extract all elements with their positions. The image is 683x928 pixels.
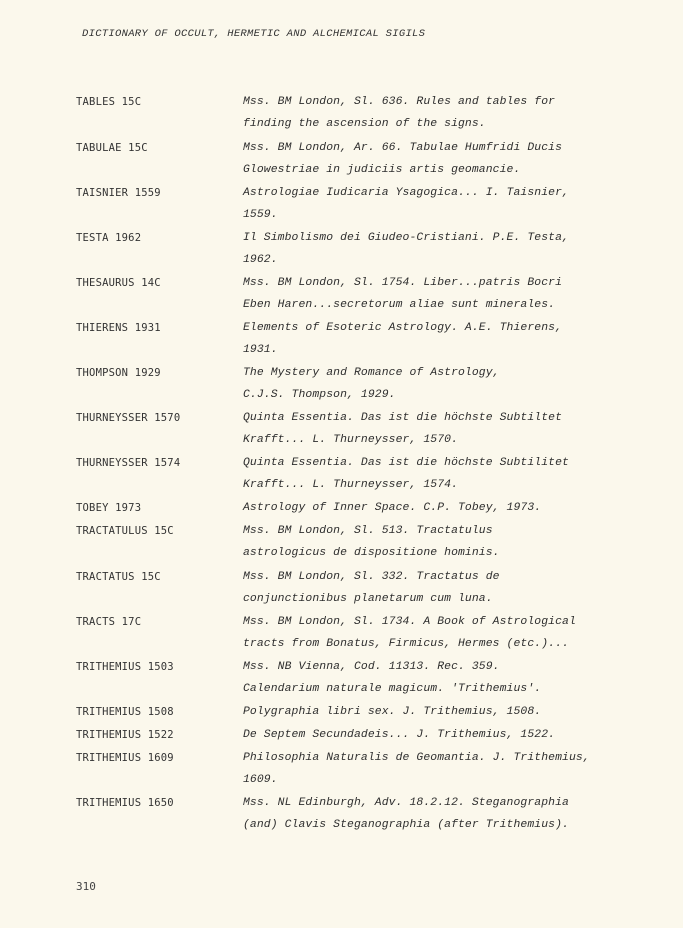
description-line: Astrologiae Iudicaria Ysagogica... I. Taisnier, bbox=[243, 187, 569, 199]
entry-description bbox=[243, 611, 653, 655]
entry-key: TAISNIER 1559 bbox=[76, 187, 161, 199]
description-line: 1559. bbox=[243, 209, 278, 221]
description-line: Polygraphia libri sex. J. Trithemius, 1508. bbox=[243, 706, 542, 718]
description-line: Elements of Esoteric Astrology. A.E. Thierens, bbox=[243, 322, 563, 334]
entry-description bbox=[243, 137, 653, 181]
entry-key: TESTA 1962 bbox=[76, 232, 142, 244]
entry-description bbox=[243, 91, 653, 135]
entry-key: THURNEYSSER 1570 bbox=[76, 412, 181, 424]
entry-key: TABLES 15C bbox=[76, 96, 142, 108]
description-line: finding the ascension of the signs. bbox=[243, 118, 486, 130]
entry-description bbox=[243, 792, 653, 836]
entry-key: TRITHEMIUS 1508 bbox=[76, 706, 174, 718]
description-line: Quinta Essentia. Das ist die höchste Subtilitet bbox=[243, 457, 569, 469]
description-line: (and) Clavis Steganographia (after Trithemius). bbox=[243, 819, 569, 831]
entry-description bbox=[243, 272, 653, 316]
description-line: Philosophia Naturalis de Geomantia. J. Trithemius, bbox=[243, 752, 590, 764]
description-line: 1962. bbox=[243, 254, 278, 266]
entry-description bbox=[243, 497, 653, 519]
entry-description bbox=[243, 656, 653, 700]
entry-key: TRACTATULUS 15C bbox=[76, 525, 174, 537]
description-line: 1609. bbox=[243, 774, 278, 786]
description-line: Glowestriae in judiciis artis geomancie. bbox=[243, 164, 521, 176]
entry-description bbox=[243, 227, 653, 271]
entry-key: THURNEYSSER 1574 bbox=[76, 457, 181, 469]
entry-description bbox=[243, 566, 653, 610]
description-line: C.J.S. Thompson, 1929. bbox=[243, 389, 396, 401]
description-line: Mss. BM London, Ar. 66. Tabulae Humfridi Ducis bbox=[243, 142, 563, 154]
description-line: Mss. BM London, Sl. 1734. A Book of Astrological bbox=[243, 616, 576, 628]
entry-key: TRITHEMIUS 1609 bbox=[76, 752, 174, 764]
description-line: conjunctionibus planetarum cum luna. bbox=[243, 593, 493, 605]
entry-description bbox=[243, 317, 653, 361]
entry-key: THESAURUS 14C bbox=[76, 277, 161, 289]
entry-description bbox=[243, 407, 653, 451]
entry-key: TRITHEMIUS 1522 bbox=[76, 729, 174, 741]
entry-key: TRACTS 17C bbox=[76, 616, 142, 628]
entry-description bbox=[243, 182, 653, 226]
description-line: Krafft... L. Thurneysser, 1570. bbox=[243, 434, 459, 446]
entry-description bbox=[243, 452, 653, 496]
description-line: Quinta Essentia. Das ist die höchste Subtiltet bbox=[243, 412, 563, 424]
description-line: Calendarium naturale magicum. 'Trithemius'. bbox=[243, 683, 542, 695]
entry-key: TRACTATUS 15C bbox=[76, 571, 161, 583]
description-line: Mss. NB Vienna, Cod. 11313. Rec. 359. bbox=[243, 661, 500, 673]
entry-key: TABULAE 15C bbox=[76, 142, 148, 154]
description-line: Krafft... L. Thurneysser, 1574. bbox=[243, 479, 459, 491]
description-line: The Mystery and Romance of Astrology, bbox=[243, 367, 500, 379]
description-line: Astrology of Inner Space. C.P. Tobey, 1973. bbox=[243, 502, 542, 514]
description-line: Mss. BM London, Sl. 332. Tractatus de bbox=[243, 571, 500, 583]
description-line: Mss. BM London, Sl. 513. Tractatulus bbox=[243, 525, 493, 537]
description-line: De Septem Secundadeis... J. Trithemius, 1522. bbox=[243, 729, 556, 741]
entry-key: TRITHEMIUS 1650 bbox=[76, 797, 174, 809]
entry-key: THOMPSON 1929 bbox=[76, 367, 161, 379]
description-line: astrologicus de dispositione hominis. bbox=[243, 547, 500, 559]
entry-description bbox=[243, 362, 653, 406]
running-header: DICTIONARY OF OCCULT, HERMETIC AND ALCHEMICAL SIGILS bbox=[82, 28, 426, 40]
entry-key: TRITHEMIUS 1503 bbox=[76, 661, 174, 673]
entry-description bbox=[243, 724, 653, 746]
entry-key: THIERENS 1931 bbox=[76, 322, 161, 334]
page-number: 310 bbox=[76, 880, 96, 893]
entry-description bbox=[243, 701, 653, 723]
description-line: 1931. bbox=[243, 344, 278, 356]
description-line: Il Simbolismo dei Giudeo-Cristiani. P.E. Testa, bbox=[243, 232, 569, 244]
entry-description bbox=[243, 520, 653, 564]
description-line: Mss. NL Edinburgh, Adv. 18.2.12. Steganographia bbox=[243, 797, 569, 809]
entry-key: TOBEY 1973 bbox=[76, 502, 142, 514]
description-line: tracts from Bonatus, Firmicus, Hermes (etc.)... bbox=[243, 638, 569, 650]
description-line: Mss. BM London, Sl. 1754. Liber...patris Bocri bbox=[243, 277, 563, 289]
entry-description bbox=[243, 747, 653, 791]
description-line: Mss. BM London, Sl. 636. Rules and tables for bbox=[243, 96, 556, 108]
description-line: Eben Haren...secretorum aliae sunt minerales. bbox=[243, 299, 556, 311]
